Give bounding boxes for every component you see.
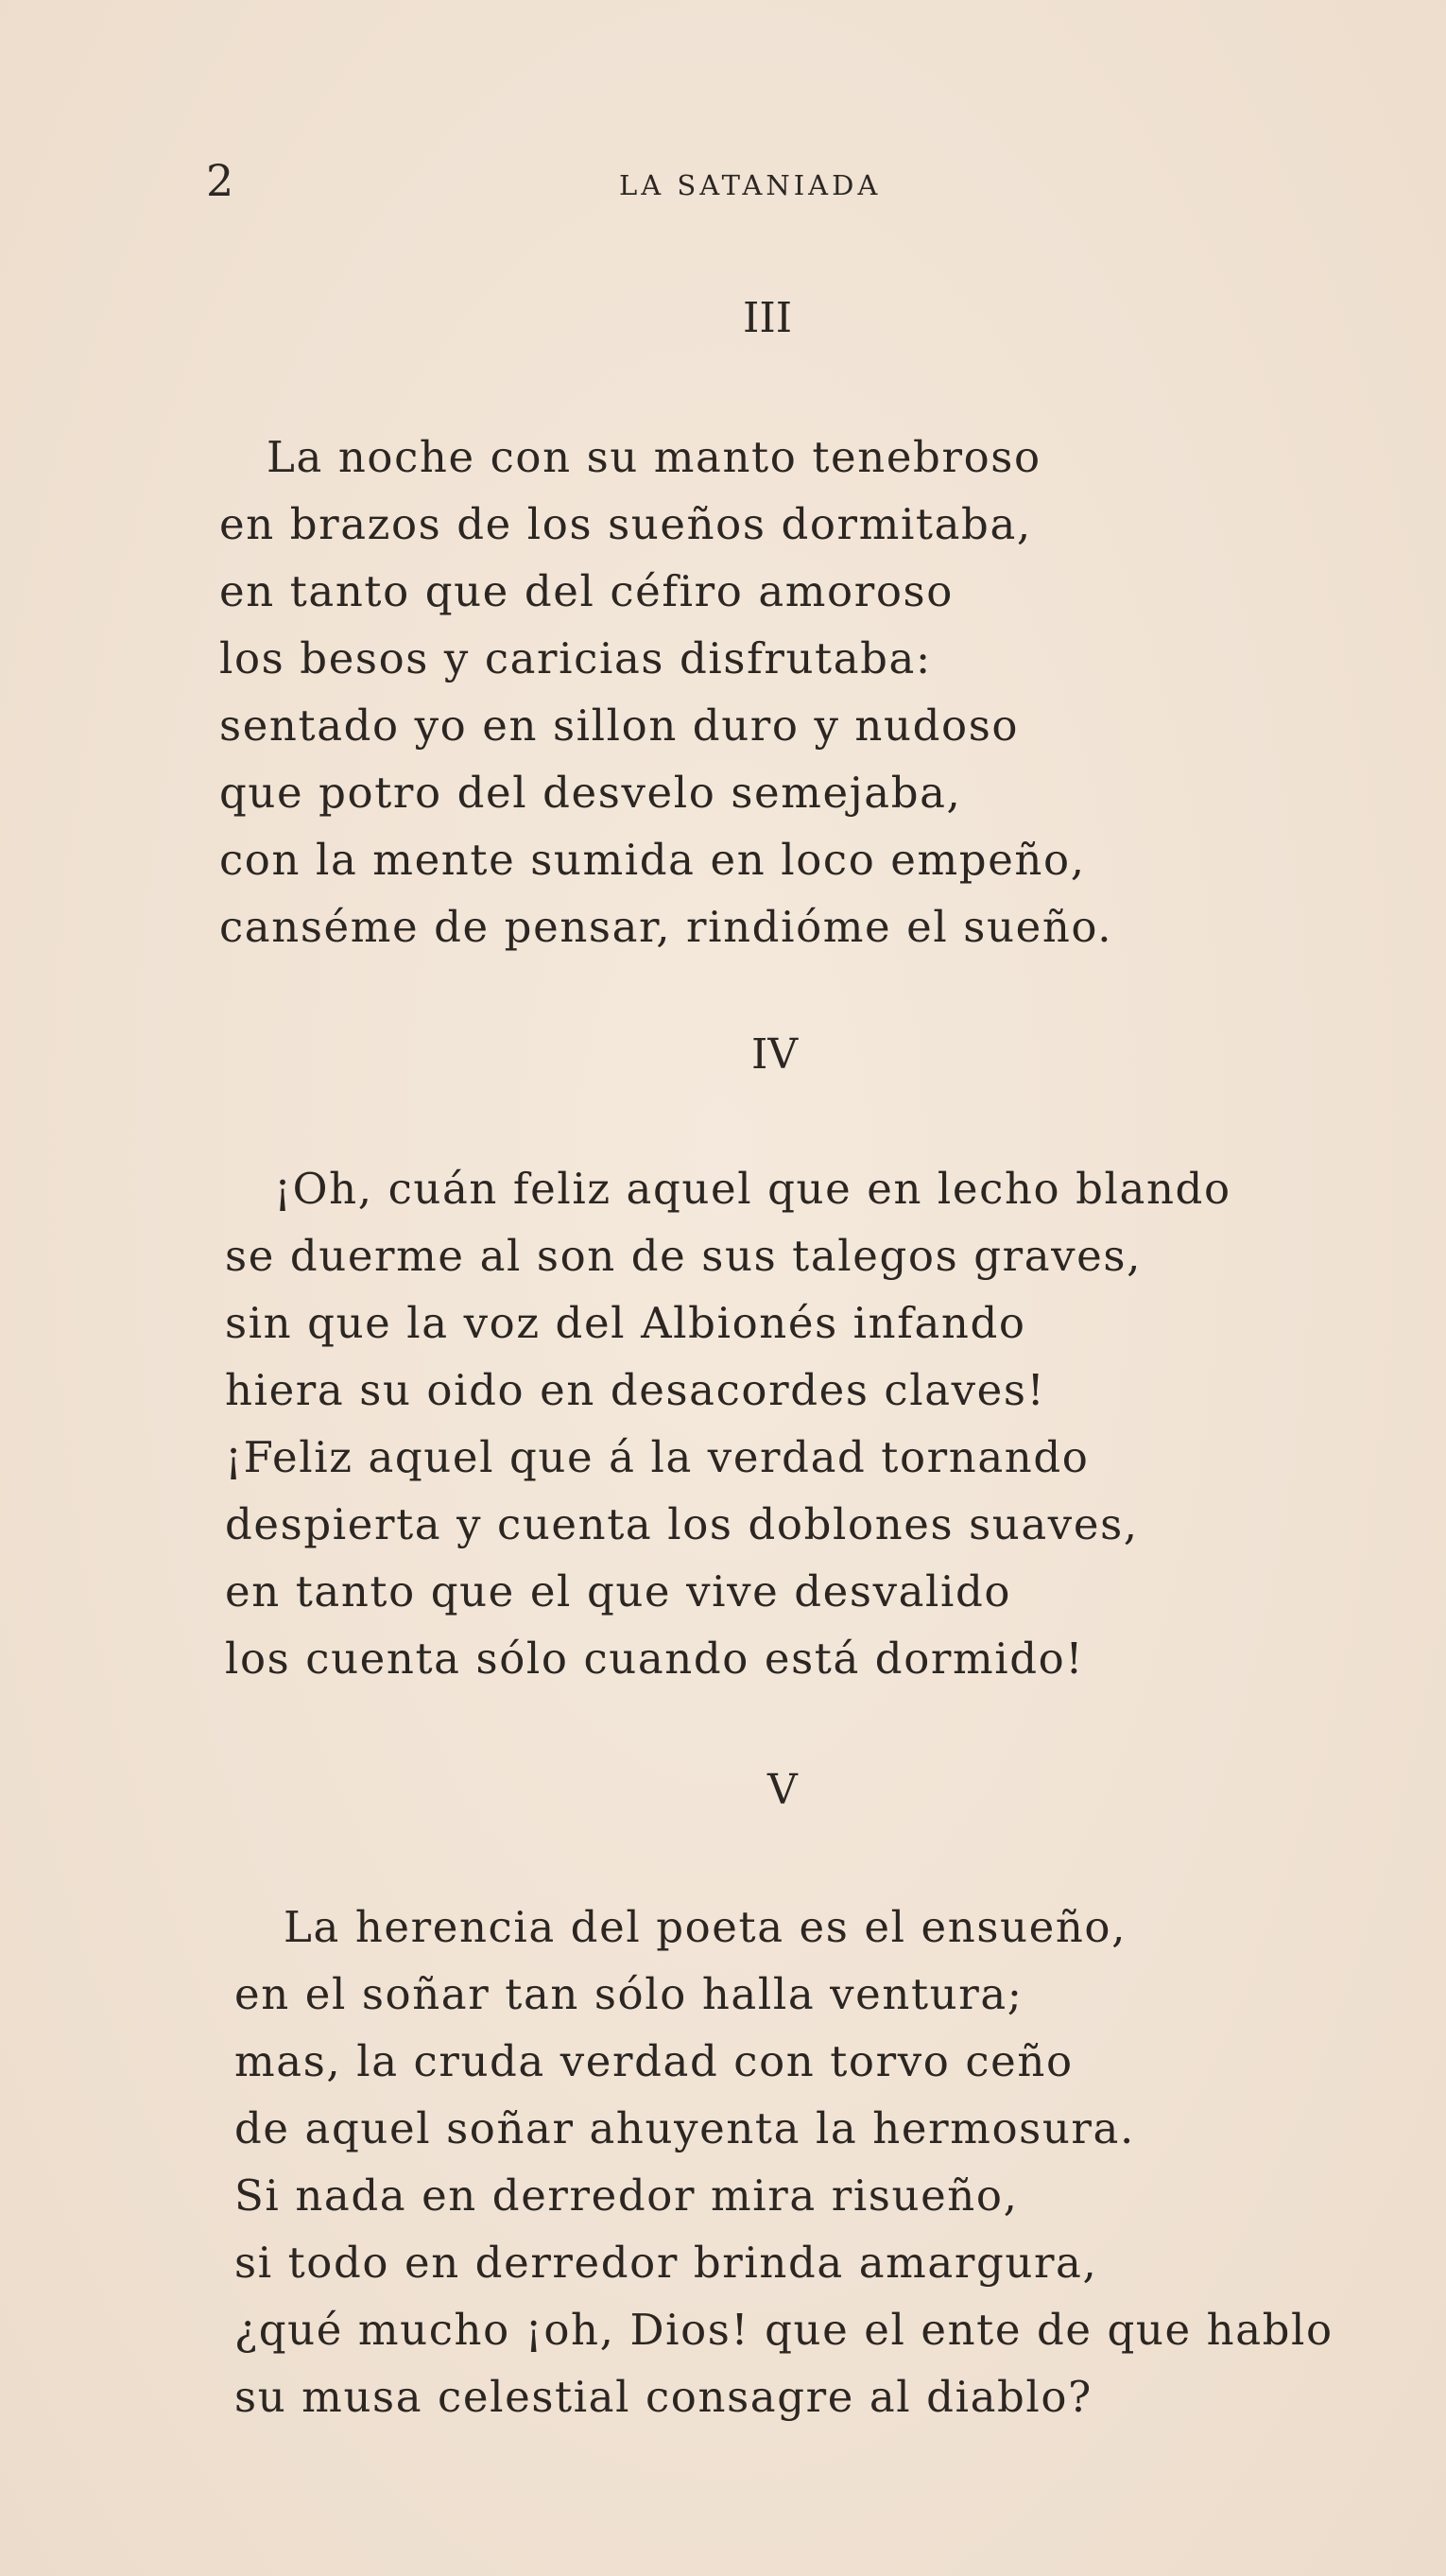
page-number: 2 xyxy=(206,155,234,206)
verse-line: ¡Feliz aquel que á la verdad tornando xyxy=(225,1432,1090,1482)
verse-line: mas, la cruda verdad con torvo ceño xyxy=(234,2036,1074,2086)
running-title: LA SATANIADA xyxy=(619,169,882,201)
stanza-iii xyxy=(219,424,1112,960)
verse-line: en tanto que el que vive desvalido xyxy=(225,1566,1012,1616)
stanza-numeral-iii: III xyxy=(743,294,793,342)
verse-line: despierta y cuenta los doblones suaves, xyxy=(225,1499,1139,1549)
verse-line: sin que la voz del Albionés infando xyxy=(225,1298,1026,1348)
verse-line: se duerme al son de sus talegos graves, xyxy=(225,1231,1143,1281)
verse-line: La noche con su manto tenebroso xyxy=(267,432,1041,482)
verse-line: los besos y caricias disfrutaba: xyxy=(219,633,932,683)
stanza-numeral-v: V xyxy=(767,1766,798,1814)
stanza-iv xyxy=(225,1155,1231,1692)
verse-line: Si nada en derredor mira risueño, xyxy=(234,2170,1019,2221)
verse-line: con la mente sumida en loco empeño, xyxy=(219,835,1086,885)
verse-line: ¡Oh, cuán feliz aquel que en lecho blando xyxy=(274,1164,1231,1214)
verse-line: su musa celestial consagre al diablo? xyxy=(234,2372,1093,2422)
verse-line: canséme de pensar, rindióme el sueño. xyxy=(219,902,1113,952)
verse-line: en el soñar tan sólo halla ventura; xyxy=(234,1969,1024,2019)
verse-line: ¿qué mucho ¡oh, Dios! que el ente de que hablo xyxy=(234,2305,1334,2355)
stanza-v xyxy=(234,1893,1334,2430)
verse-line: hiera su oido en desacordes claves! xyxy=(225,1365,1046,1415)
verse-line: La herencia del poeta es el ensueño, xyxy=(284,1902,1128,1952)
verse-line: los cuenta sólo cuando está dormido! xyxy=(225,1634,1085,1684)
stanza-numeral-iv: IV xyxy=(751,1030,799,1079)
verse-line: si todo en derredor brinda amargura, xyxy=(234,2238,1098,2288)
verse-line: en brazos de los sueños dormitaba, xyxy=(219,499,1032,549)
verse-line: de aquel soñar ahuyenta la hermosura. xyxy=(234,2103,1135,2153)
verse-line: en tanto que del céfiro amoroso xyxy=(219,566,954,616)
verse-line: que potro del desvelo semejaba, xyxy=(219,768,962,818)
verse-line: sentado yo en sillon duro y nudoso xyxy=(219,700,1020,751)
